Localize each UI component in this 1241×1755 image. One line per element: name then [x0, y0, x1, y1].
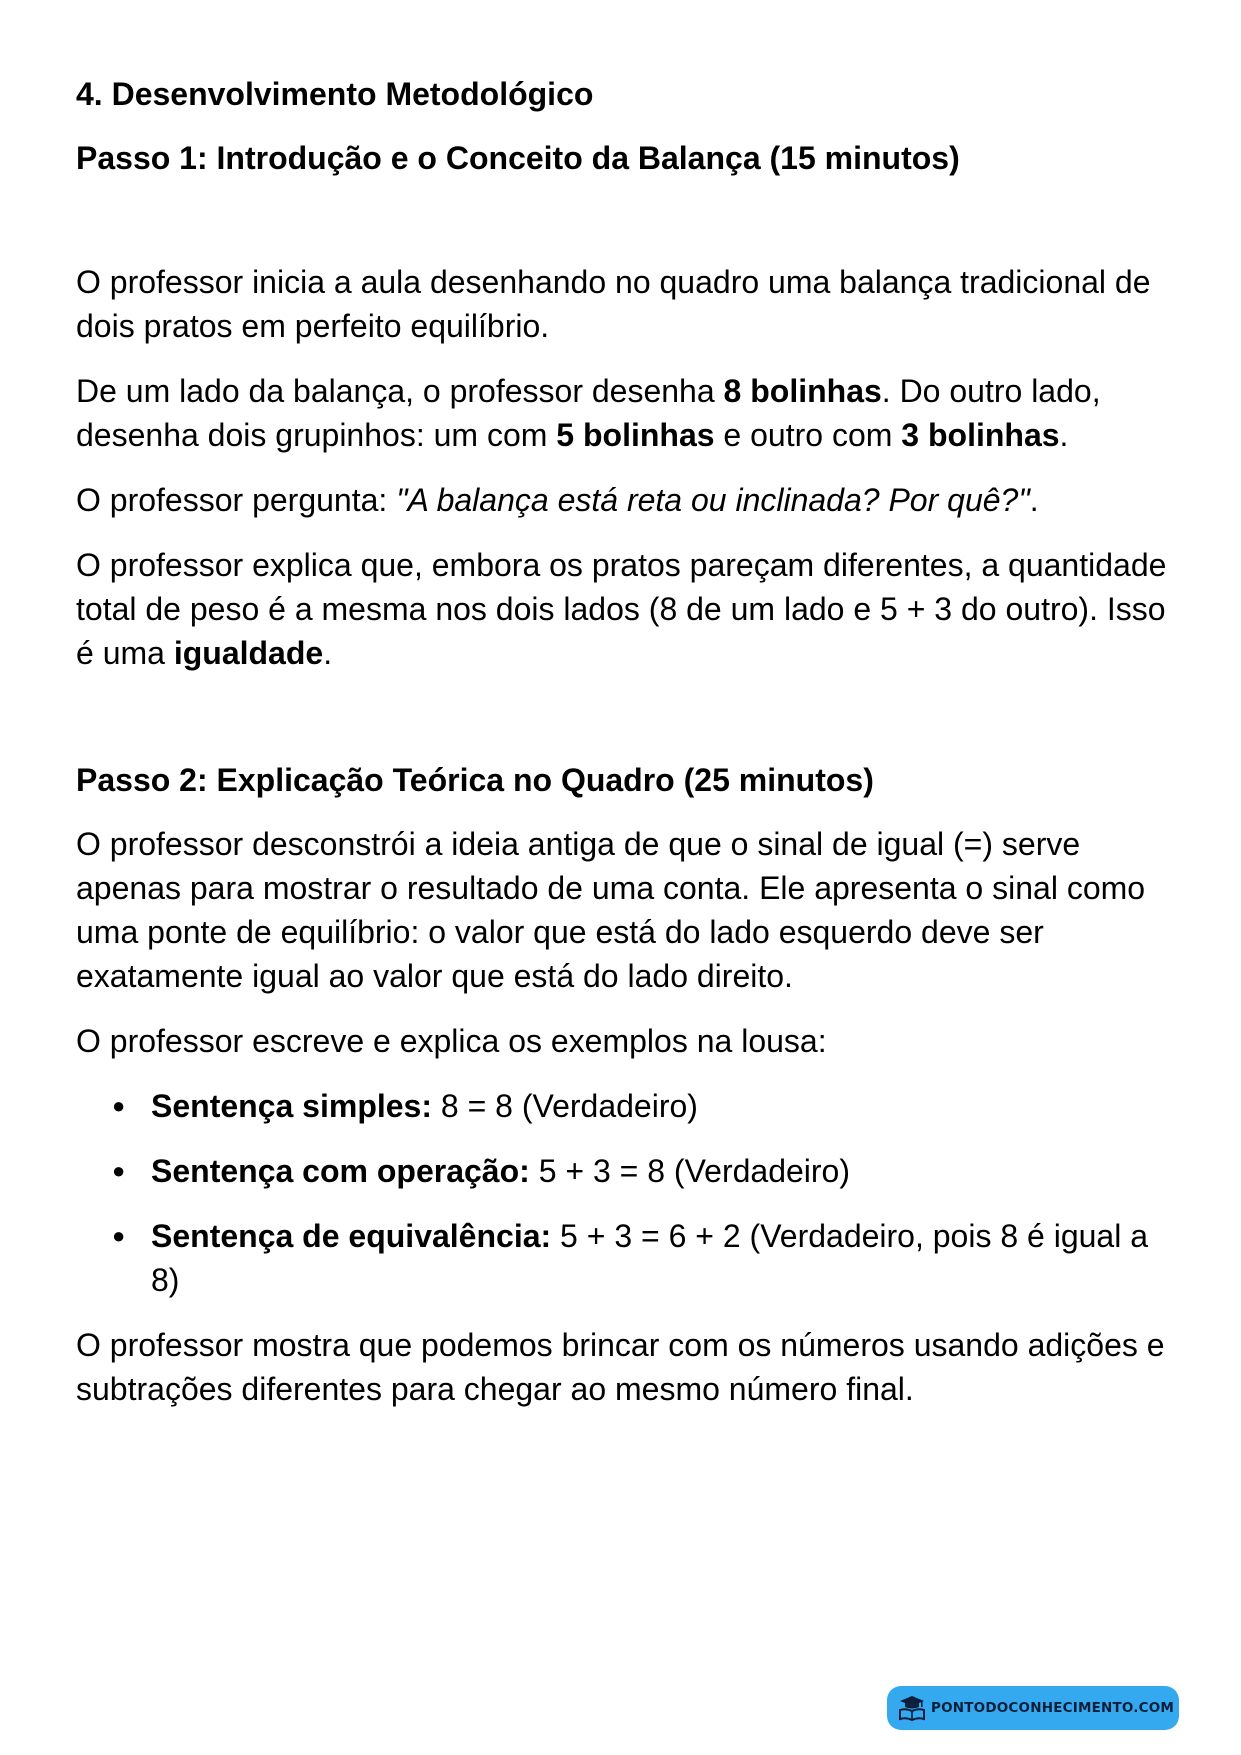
bullet-icon: ●	[112, 1093, 126, 1118]
text-run: . Do outro lado, desenha dois grupinhos: um com	[76, 373, 1101, 453]
example-label: Sentença com operação:	[151, 1153, 530, 1189]
logo-text: PONTODOCONHECIMENTO.COM	[931, 1700, 1175, 1716]
italic-quote: "A balança está reta ou inclinada? Por quê?"	[396, 482, 1030, 518]
example-text: 5 + 3 = 8 (Verdadeiro)	[529, 1153, 850, 1189]
text-run: De um lado da balança, o professor desenha	[76, 373, 724, 409]
bold-run: igualdade	[173, 635, 324, 671]
step2-paragraph-2: O professor escreve e explica os exemplos na lousa:	[76, 1023, 827, 1059]
step1-paragraph-2	[76, 369, 1176, 457]
list-item	[76, 1214, 1176, 1302]
example-label: Sentença simples:	[151, 1088, 432, 1124]
bold-run: 5 bolinhas	[556, 417, 715, 453]
example-label: Sentença de equivalência:	[151, 1218, 552, 1254]
step1-paragraph-1: O professor inicia a aula desenhando no quadro uma balança tradicional de dois pratos em perfeito equilíbrio.	[76, 264, 1151, 344]
examples-list	[76, 1084, 1176, 1302]
step2-title: Passo 2: Explicação Teórica no Quadro (25 minutos)	[76, 762, 874, 798]
step2-paragraph-1: O professor desconstrói a ideia antiga de que o sinal de igual (=) serve apenas para mostrar o resultado de uma conta. Ele apresenta o sinal como uma ponte de equilíbrio: o valor que está do lado esquerdo deve ser exatamente igual ao valor que está do lado direito.	[76, 826, 1146, 994]
section-spacer	[76, 696, 1176, 758]
step1-title: Passo 1: Introdução e o Conceito da Balança (15 minutos)	[76, 140, 960, 176]
text-run: .	[323, 635, 333, 671]
list-item	[76, 1084, 1176, 1128]
text-run: .	[1059, 417, 1069, 453]
bold-run: 3 bolinhas	[901, 417, 1060, 453]
site-logo-badge[interactable]	[887, 1686, 1179, 1730]
step1-paragraph-3	[76, 478, 1176, 522]
book-graduation-cap-icon	[897, 1693, 927, 1723]
bold-run: 8 bolinhas	[723, 373, 882, 409]
bullet-icon: ●	[112, 1223, 126, 1248]
text-run: .	[1029, 482, 1039, 518]
step1-paragraph-4	[76, 543, 1176, 675]
bullet-icon: ●	[112, 1158, 126, 1183]
text-run: O professor pergunta:	[76, 482, 397, 518]
text-run: e outro com	[714, 417, 902, 453]
example-text: 5 + 3 = 6 + 2 (Verdadeiro, pois 8 é igual a 8)	[151, 1218, 1149, 1298]
step2-paragraph-3: O professor mostra que podemos brincar com os números usando adições e subtrações diferentes para chegar ao mesmo número final.	[76, 1327, 1165, 1407]
text-run: O professor explica que, embora os pratos pareçam diferentes, a quantidade total de peso é a mesma nos dois lados (8 de um lado e 5 + 3 do outro). Isso é uma	[76, 547, 1167, 671]
section-title: 4. Desenvolvimento Metodológico	[76, 76, 594, 112]
document-page	[76, 72, 1176, 1432]
example-text: 8 = 8 (Verdadeiro)	[432, 1088, 698, 1124]
list-item	[76, 1149, 1176, 1193]
